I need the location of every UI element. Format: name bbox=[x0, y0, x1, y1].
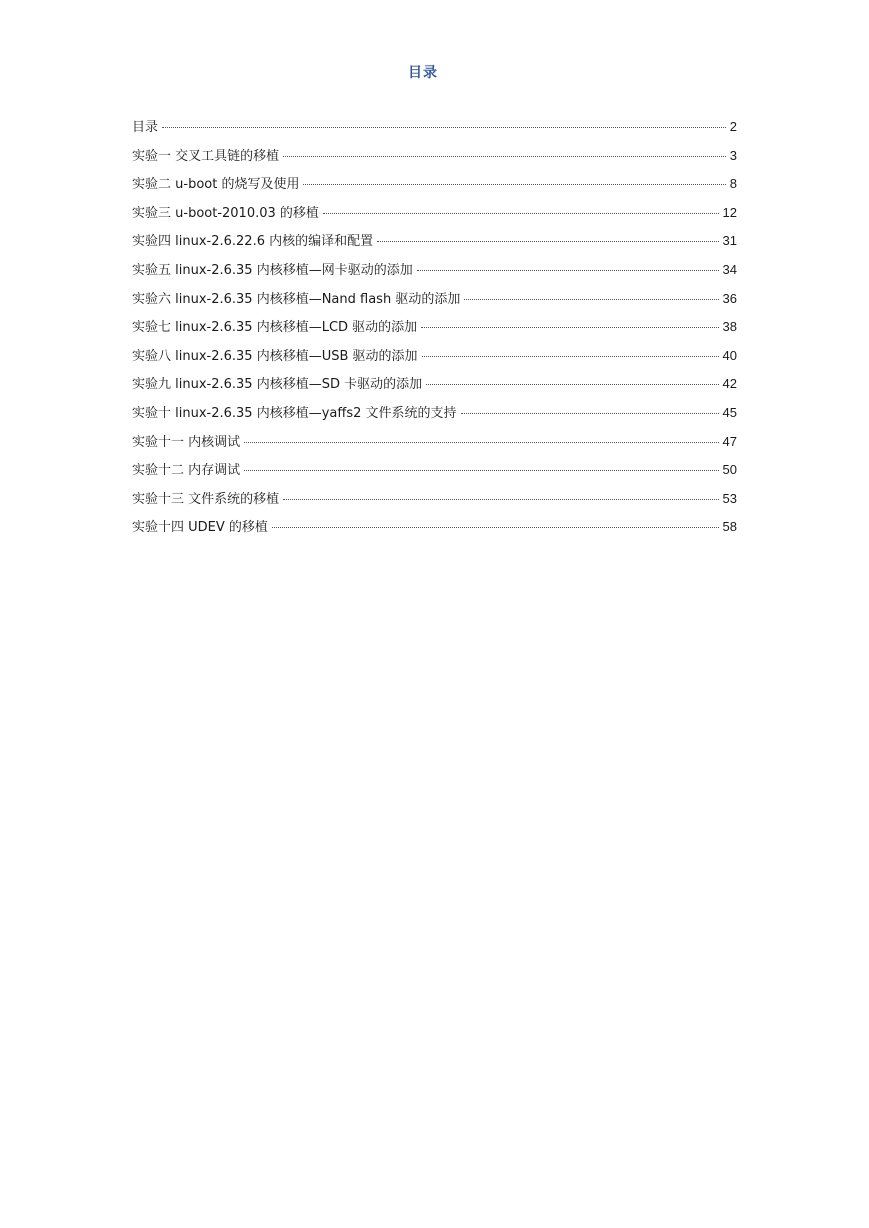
toc-entry-title: 实验十 linux-2.6.35 内核移植—yaffs2 文件系统的支持 bbox=[132, 405, 457, 421]
toc-entry[interactable] bbox=[132, 373, 737, 402]
toc-dot-leader bbox=[421, 327, 718, 328]
toc-entry[interactable] bbox=[132, 459, 737, 488]
toc-entry-page: 31 bbox=[722, 233, 737, 249]
toc-entry-page: 47 bbox=[722, 433, 737, 449]
toc-entry-page: 53 bbox=[722, 490, 737, 506]
toc-entry-page: 58 bbox=[722, 519, 737, 535]
toc-entry-page: 34 bbox=[722, 261, 737, 277]
toc-entry[interactable] bbox=[132, 345, 737, 374]
toc-entry-title: 实验六 linux-2.6.35 内核移植—Nand flash 驱动的添加 bbox=[132, 291, 461, 307]
toc-dot-leader bbox=[162, 127, 726, 128]
toc-dot-leader bbox=[244, 470, 718, 471]
toc-entry[interactable] bbox=[132, 516, 737, 545]
toc-entry-title: 实验三 u-boot-2010.03 的移植 bbox=[132, 205, 319, 221]
toc-entry[interactable] bbox=[132, 259, 737, 288]
toc-dot-leader bbox=[422, 356, 719, 357]
toc-entry-title: 实验八 linux-2.6.35 内核移植—USB 驱动的添加 bbox=[132, 348, 418, 364]
toc-entry-title: 实验四 linux-2.6.22.6 内核的编译和配置 bbox=[132, 234, 374, 250]
toc-entry-title: 实验五 linux-2.6.35 内核移植—网卡驱动的添加 bbox=[132, 262, 413, 278]
toc-entry-title: 实验十二 内存调试 bbox=[132, 463, 241, 479]
toc-entry-title: 实验二 u-boot 的烧写及使用 bbox=[132, 177, 300, 193]
toc-entry-title: 实验九 linux-2.6.35 内核移植—SD 卡驱动的添加 bbox=[132, 377, 423, 393]
toc-entry[interactable] bbox=[132, 116, 737, 145]
toc-dot-leader bbox=[323, 213, 719, 214]
toc-dot-leader bbox=[417, 270, 719, 271]
toc-entry-page: 2 bbox=[729, 119, 737, 134]
toc-entry[interactable] bbox=[132, 202, 737, 231]
toc-entry[interactable] bbox=[132, 173, 737, 202]
toc-heading: 目录 bbox=[408, 65, 438, 81]
toc-list bbox=[132, 116, 737, 545]
toc-entry-title: 实验十三 文件系统的移植 bbox=[132, 491, 280, 507]
toc-entry-page: 12 bbox=[722, 204, 737, 220]
toc-entry-page: 38 bbox=[722, 319, 737, 335]
toc-entry-page: 45 bbox=[722, 404, 737, 420]
toc-entry-title: 目录 bbox=[132, 120, 159, 135]
toc-entry-page: 36 bbox=[722, 290, 737, 306]
toc-dot-leader bbox=[426, 384, 718, 385]
toc-entry[interactable] bbox=[132, 288, 737, 317]
toc-dot-leader bbox=[303, 184, 725, 185]
toc-entry[interactable] bbox=[132, 488, 737, 517]
toc-dot-leader bbox=[377, 241, 718, 242]
toc-entry-title: 实验七 linux-2.6.35 内核移植—LCD 驱动的添加 bbox=[132, 320, 418, 336]
toc-entry[interactable] bbox=[132, 431, 737, 460]
toc-dot-leader bbox=[244, 442, 718, 443]
toc-dot-leader bbox=[283, 156, 726, 157]
toc-entry-page: 40 bbox=[722, 347, 737, 363]
toc-entry-title: 实验十四 UDEV 的移植 bbox=[132, 520, 268, 536]
toc-entry-page: 8 bbox=[729, 176, 737, 192]
toc-entry-page: 3 bbox=[729, 147, 737, 163]
toc-dot-leader bbox=[464, 299, 718, 300]
toc-entry[interactable] bbox=[132, 145, 737, 174]
toc-dot-leader bbox=[283, 499, 718, 500]
toc-dot-leader bbox=[272, 527, 719, 528]
toc-dot-leader bbox=[461, 413, 719, 414]
toc-entry[interactable] bbox=[132, 230, 737, 259]
toc-entry-page: 42 bbox=[722, 376, 737, 392]
toc-entry-title: 实验一 交叉工具链的移植 bbox=[132, 148, 280, 164]
toc-entry-title: 实验十一 内核调试 bbox=[132, 434, 241, 450]
toc-entry[interactable] bbox=[132, 402, 737, 431]
toc-entry[interactable] bbox=[132, 316, 737, 345]
toc-entry-page: 50 bbox=[722, 462, 737, 478]
